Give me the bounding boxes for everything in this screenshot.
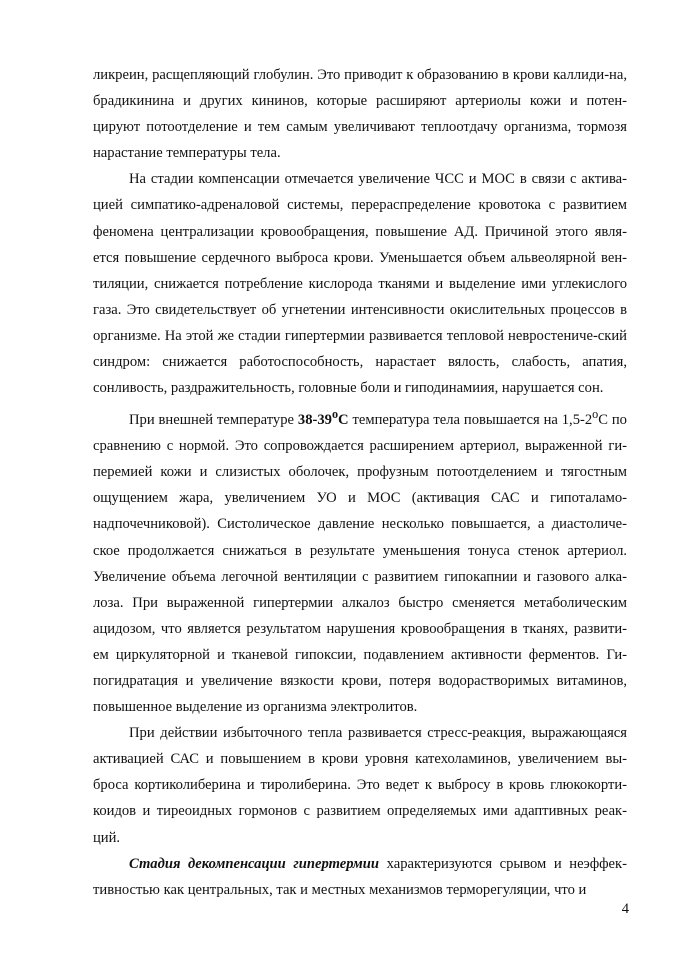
temperature-range-value: 38-39: [297, 412, 332, 429]
paragraph-2: [93, 166, 627, 401]
paragraph-1-text: ликреин, расщепляющий глобулин. Это приводит к образованию в крови каллиди-на, брадикинина и других кининов, которые расширяют артериолы кожи и потен-цируют потоотделение и тем самым увеличивают теплоотдачу организма, тормозя нарастание температуры тела.: [93, 67, 627, 162]
document-body: [93, 62, 627, 903]
temperature-range-unit: С: [338, 412, 349, 429]
paragraph-3-rest: С по сравнению с нормой. Это сопровождается расширением артериол, выраженной ги-перемией кожи и слизистых оболочек, профузным потоотделением и тягостным ощущением жара, увеличением УО и МОС (активация САС и гипоталамо-надпочечниковой). Систолическое давление несколько повышается, а диастоличе-ское продолжается снижаться в результате уменьшения тонуса стенок артериол. Увеличение объема легочной вентиляции с развитием гипокапнии и газового алка-лоза. При выраженной гипертермии алкалоз быстро сменяется метаболическим ацидозом, что является результатом нарушения кровообращения в тканях, развити-ем циркуляторной и тканевой гипоксии, подавлением активности ферментов. Ги-погидратация и увеличение вязкости крови, потеря водорастворимых витаминов, повышенное выделение из организма электролитов.: [93, 412, 627, 716]
paragraph-4: [93, 720, 627, 850]
paragraph-5-rest: характеризуются срывом и неэффек-тивностью как центральных, так и местных механизмов терморегуляции, что и: [93, 855, 627, 898]
paragraph-5: [93, 851, 627, 903]
temperature-range-bold: [297, 407, 349, 429]
paragraph-3-mid: температура тела повышается на 1,5-2: [348, 412, 593, 429]
temperature-range-degree: о: [331, 407, 339, 422]
paragraph-3: [93, 401, 627, 720]
temperature-rise-degree: о: [592, 407, 599, 422]
paragraph-2-text: На стадии компенсации отмечается увеличение ЧСС и МОС в связи с актива-цией симпатико-адреналовой системы, перераспределение кровотока с развитием феномена централизации кровообращения, повышение АД. Причиной этого явля-ется повышение сердечного выброса крови. Уменьшается объем альвеолярной вен-тиляции, снижается потребление кислорода тканями и выделение ими углекислого газа. Это свидетельствует об угнетении интенсивности окислительных процессов в организме. На этой же стадии гипертермии развивается тепловой невростениче-ский синдром: снижается работоспособность, нарастает вялость, слабость, апатия, сонливость, раздражительность, головные боли и гиподинамиия, нарушается сон.: [93, 171, 627, 397]
decompensation-stage-term: Стадия декомпенсации гипертермии: [129, 855, 380, 872]
page-number: 4: [621, 901, 629, 917]
paragraph-1: [93, 62, 627, 166]
paragraph-4-text: При действии избыточного тепла развивается стресс-реакция, выражающаяся активацией САС и повышением в крови уровня катехоламинов, увеличением вы-броса кортиколиберина и тиролиберина. Это ведет к выбросу в кровь глюкокорти-коидов и тиреоидных гормонов с развитием определяемых ими адаптивных реак-ций.: [93, 725, 627, 846]
paragraph-3-lead: При внешней температуре: [129, 412, 298, 429]
